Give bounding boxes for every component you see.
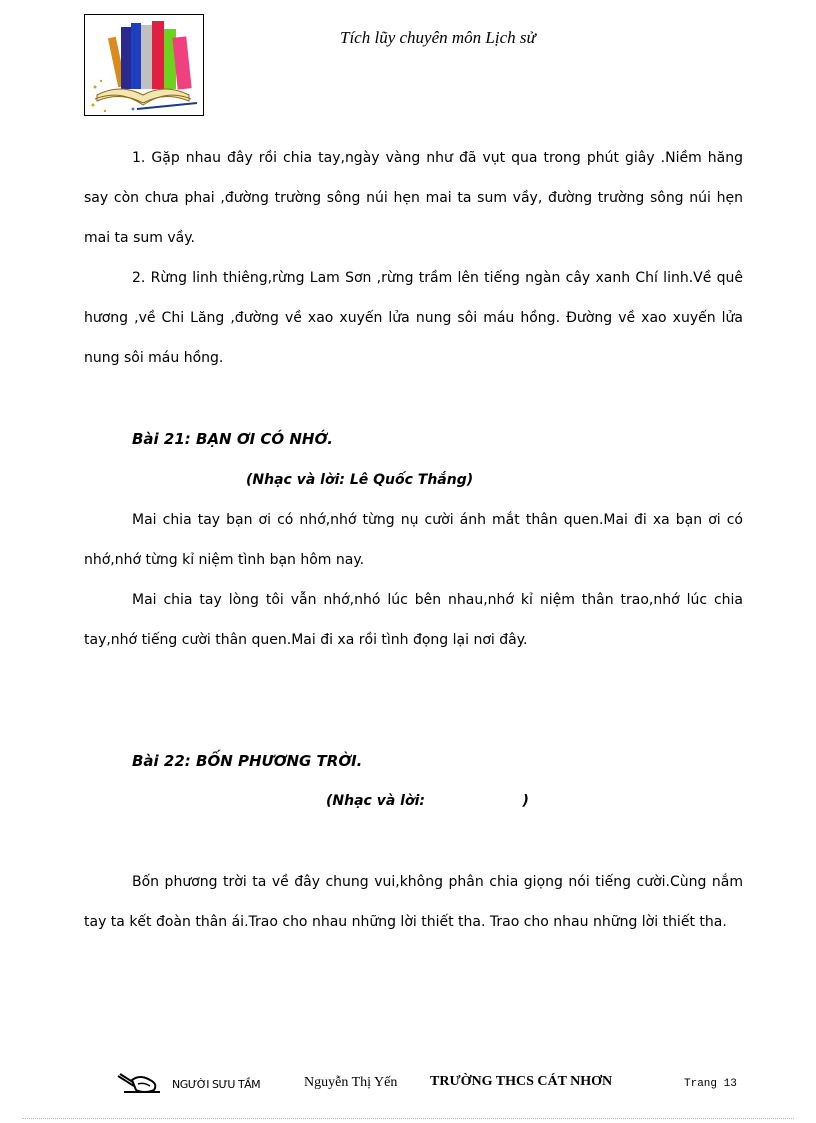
- song-credit: (Nhạc và lời: ): [326, 793, 529, 809]
- page-number: Trang 13: [684, 1078, 737, 1090]
- verse-paragraph: 1. Gặp nhau đây rồi chia tay,ngày vàng như đã vụt qua trong phút giây .Niềm hăng say còn chưa phai ,đường trường sông núi hẹn mai ta sum vầy, đường trường sông núi hẹn mai ta sum vầy.: [84, 150, 743, 246]
- song-title: Bài 22: BỐN PHƯƠNG TRỜI.: [132, 752, 363, 770]
- page-header-title: Tích lũy chuyên môn Lịch sử: [340, 28, 536, 47]
- verse-paragraph: Bốn phương trời ta về đây chung vui,không phân chia giọng nói tiếng cười.Cùng nắm tay ta kết đoàn thân ái.Trao cho nhau những lời thiết tha. Trao cho nhau những lời thiết tha.: [84, 874, 743, 930]
- collector-label: NGƯỜI SƯU TẦM: [172, 1078, 261, 1091]
- books-icon: [84, 14, 204, 116]
- school-name: TRƯỜNG THCS CÁT NHƠN: [430, 1074, 613, 1089]
- author-name: Nguyễn Thị Yến: [304, 1075, 398, 1090]
- writing-hand-icon: [114, 1070, 162, 1100]
- page-footer: [0, 1070, 816, 1100]
- verse-paragraph: Mai chia tay bạn ơi có nhớ,nhớ từng nụ cười ánh mắt thân quen.Mai đi xa bạn ơi có nhớ,nhớ từng kỉ niệm tình bạn hôm nay.: [84, 512, 743, 568]
- verse-paragraph: Mai chia tay lòng tôi vẫn nhớ,nhó lúc bên nhau,nhớ kỉ niệm thân trao,nhớ lúc chia tay,nhớ tiếng cười thân quen.Mai đi xa rồi tình đọng lại nơi đây.: [84, 592, 743, 648]
- song-credit: (Nhạc và lời: Lê Quốc Thắng): [246, 472, 474, 488]
- footer-divider: [22, 1118, 794, 1119]
- verse-paragraph: 2. Rừng linh thiêng,rừng Lam Sơn ,rừng trầm lên tiếng ngàn cây xanh Chí linh.Về quê hương ,về Chi Lăng ,đường về xao xuyến lửa nung sôi máu hồng. Đường về xao xuyến lửa nung sôi máu hồng.: [84, 270, 743, 366]
- song-title: Bài 21: BẠN ƠI CÓ NHỚ.: [132, 430, 333, 448]
